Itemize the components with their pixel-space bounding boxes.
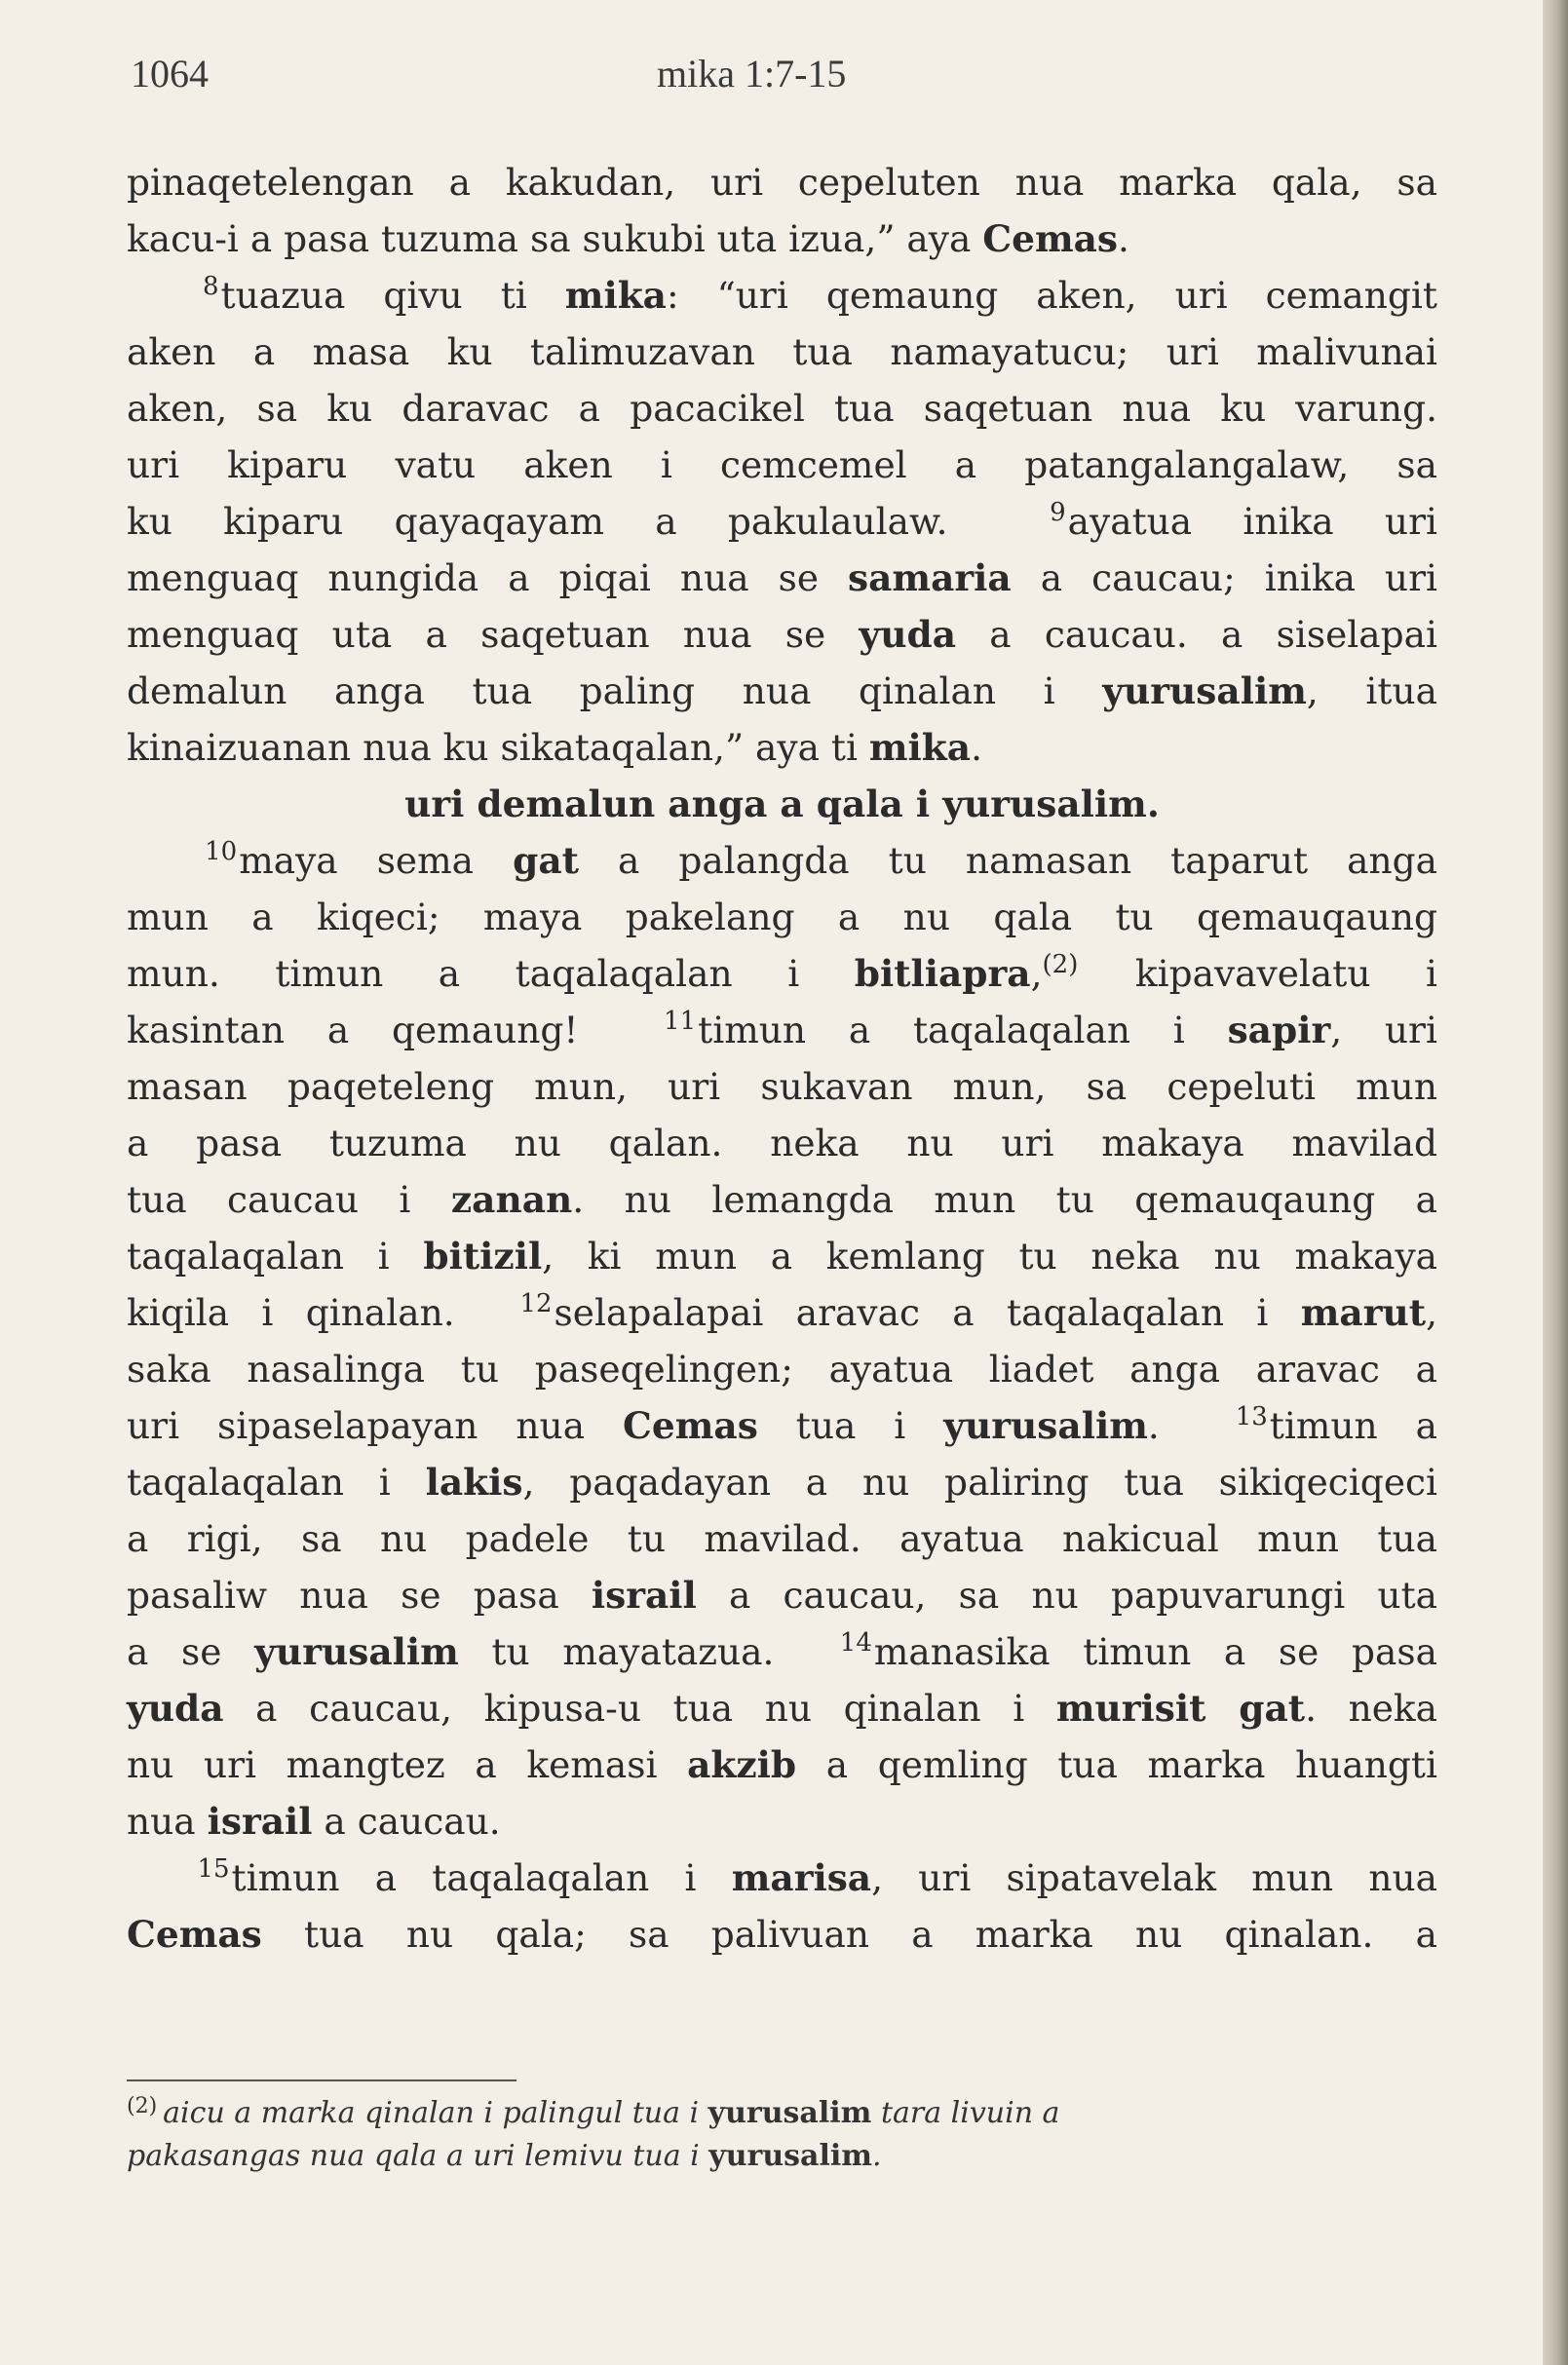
page-number: 1064	[131, 52, 209, 95]
footnote-line: pakasangas nua qala a uri lemivu tua i yurusalim.	[127, 2139, 882, 2173]
verse-8: $^8$tuazua qivu ti mika: “uri qemaung aken, uri cemangit	[202, 272, 1437, 317]
text-line: nu uri mangtez a kemasi akzib a qemling tua marka huangti	[127, 1743, 1437, 1786]
footnote-line: $^{(2)}$ aicu a marka qinalan i palingul tua i yurusalim tara livuin a	[127, 2094, 1060, 2130]
text-line: kacu-i a pasa tuzuma sa sukubi uta izua,” aya Cemas.	[127, 217, 1129, 260]
text-line: aken, sa ku daravac a pacacikel tua saqetuan nua ku varung.	[127, 387, 1437, 430]
verse-number: 11	[664, 1007, 697, 1036]
text-line: uri sipaselapayan nua Cemas tua i yurusalim. $^{13}$timun a	[127, 1402, 1438, 1447]
text-line: taqalaqalan i bitizil, ki mun a kemlang tu neka nu makaya	[127, 1235, 1437, 1278]
text-line: tua caucau i zanan. nu lemangda mun tu qemauqaung a	[127, 1178, 1438, 1221]
footnote	[127, 2085, 1335, 2178]
text-line: pinaqetelengan a kakudan, uri cepeluten nua marka qala, sa	[127, 161, 1437, 204]
verse-number: 9	[1050, 498, 1066, 527]
page-edge	[1543, 0, 1568, 2365]
text-line: kinaizuanan nua ku sikataqalan,” aya ti mika.	[127, 726, 983, 769]
text-line: ku kiparu qayaqayam a pakulaulaw. $^9$ayatua inika uri	[127, 498, 1438, 543]
text-line: a se yurusalim tu mayatazua. $^{14}$manasika timun a se pasa	[127, 1628, 1437, 1673]
verse-number: 15	[197, 1854, 230, 1884]
text-line: uri kiparu vatu aken i cemcemel a patangalangalaw, sa	[127, 443, 1437, 486]
verse-number: 10	[205, 837, 238, 866]
text-line: menguaq uta a saqetuan nua se yuda a caucau. a siselapai	[127, 613, 1437, 656]
text-line: pasaliw nua se pasa israil a caucau, sa nu papuvarungi uta	[127, 1574, 1437, 1617]
text-line: yuda a caucau, kipusa-u tua nu qinalan i murisit gat. neka	[127, 1687, 1438, 1730]
verse-10: $^{10}$maya sema gat a palangda tu namasan taparut anga	[205, 837, 1437, 882]
body-text	[127, 154, 1437, 1963]
verse-number: 8	[202, 272, 219, 301]
running-title: mika 1:7-15	[657, 52, 847, 95]
verse-15: $^{15}$timun a taqalaqalan i marisa, uri sipatavelak mun nua	[197, 1854, 1437, 1899]
text-line: mun. timun a taqalaqalan i bitliapra,$^{(2)}$ kipavavelatu i	[127, 950, 1437, 995]
verse-number: 14	[839, 1628, 872, 1658]
footnote-ref: (2)	[1042, 950, 1079, 979]
footnote-divider	[127, 2079, 516, 2081]
footnote-mark: (2)	[127, 2094, 158, 2118]
text-line: demalun anga tua paling nua qinalan i yurusalim, itua	[127, 669, 1437, 712]
text-line: saka nasalinga tu paseqelingen; ayatua liadet anga aravac a	[127, 1348, 1437, 1391]
text-line: taqalaqalan i lakis, paqadayan a nu paliring tua sikiqeciqeci	[127, 1461, 1438, 1504]
text-line: mun a kiqeci; maya pakelang a nu qala tu qemauqaung	[127, 896, 1437, 938]
text-line: a pasa tuzuma nu qalan. neka nu uri makaya mavilad	[127, 1122, 1437, 1164]
text-line: Cemas tua nu qala; sa palivuan a marka nu qinalan. a	[127, 1913, 1437, 1956]
text-line: aken a masa ku talimuzavan tua namayatucu; uri malivunai	[127, 330, 1437, 373]
section-heading: uri demalun anga a qala i yurusalim.	[404, 782, 1160, 825]
text-line: masan paqeteleng mun, uri sukavan mun, sa cepeluti mun	[127, 1065, 1437, 1108]
text-line: nua israil a caucau.	[127, 1800, 501, 1843]
text-line: menguaq nungida a piqai nua se samaria a caucau; inika uri	[127, 556, 1437, 599]
text-line: a rigi, sa nu padele tu mavilad. ayatua nakicual mun tua	[127, 1517, 1437, 1560]
text-line: kiqila i qinalan. $^{12}$selapalapai aravac a taqalaqalan i marut,	[127, 1289, 1437, 1334]
verse-number: 12	[519, 1289, 553, 1318]
text-line: kasintan a qemaung! $^{11}$timun a taqalaqalan i sapir, uri	[127, 1007, 1437, 1051]
verse-number: 13	[1235, 1402, 1268, 1431]
running-header	[131, 51, 1436, 109]
